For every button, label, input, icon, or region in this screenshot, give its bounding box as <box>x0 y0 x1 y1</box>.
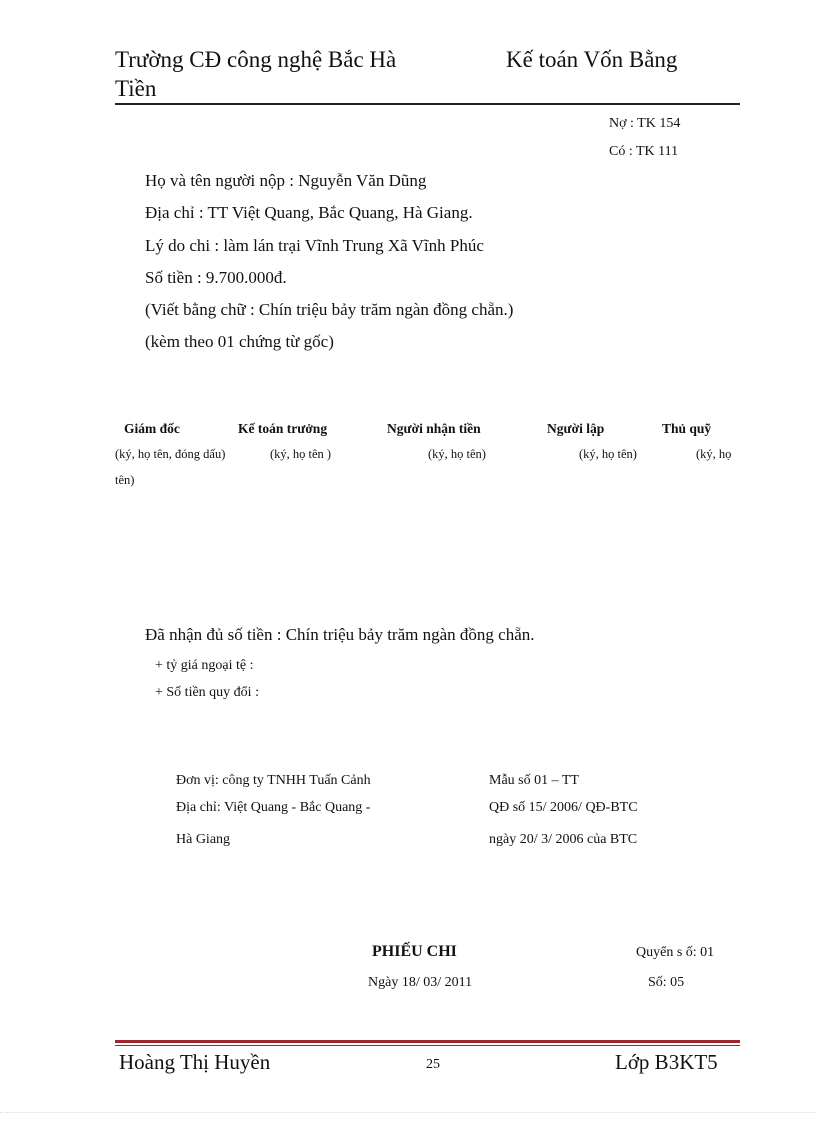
debit-account: Nợ : TK 154 <box>609 116 681 131</box>
exchange-rate-line: + tỷ giá ngoại tệ : <box>155 658 254 673</box>
signature-title-chief-accountant: Kế toán trưởng <box>238 421 328 436</box>
signature-title-director: Giám đốc <box>124 421 180 436</box>
footer-rule-thick <box>115 1040 740 1043</box>
footer-class: Lớp B3KT5 <box>615 1050 718 1074</box>
reason-line: Lý do chi : làm lán trại Vĩnh Trung Xã Vĩnh Phúc <box>145 236 484 255</box>
unit-line: Đơn vị: công ty TNHH Tuấn Cảnh <box>176 773 371 788</box>
attached-documents: (kèm theo 01 chứng từ gốc) <box>145 332 334 351</box>
voucher-number: Số: 05 <box>648 975 685 990</box>
signature-note-preparer: (ký, họ tên) <box>579 447 637 461</box>
header-rule <box>115 103 740 105</box>
voucher-title: PHIẾU CHI <box>372 943 457 960</box>
footer-author: Hoàng Thị Huyền <box>119 1050 271 1074</box>
header-subject: Kế toán Vốn Bằng <box>506 47 678 72</box>
decision-date: ngày 20/ 3/ 2006 của BTC <box>489 832 638 847</box>
decision-number: QĐ số 15/ 2006/ QĐ-BTC <box>489 800 638 815</box>
address-line: Địa chỉ : TT Việt Quang, Bắc Quang, Hà Giang. <box>145 203 473 222</box>
signature-note-chief-accountant: (ký, họ tên ) <box>270 447 332 461</box>
unit-address-line2: Hà Giang <box>176 832 231 847</box>
converted-amount-line: + Số tiền quy đổi : <box>155 685 259 700</box>
page-number: 25 <box>426 1057 440 1072</box>
page-edge <box>0 1112 816 1113</box>
signature-note-director: (ký, họ tên, đóng dấu) <box>115 447 226 461</box>
voucher-date: Ngày 18/ 03/ 2011 <box>368 975 473 990</box>
school-name: Trường CĐ công nghệ Bắc Hà <box>115 47 397 72</box>
voucher-book: Quyển s ố: 01 <box>636 945 715 960</box>
signature-note-receiver: (ký, họ tên) <box>428 447 486 461</box>
signature-title-preparer: Người lập <box>547 421 605 436</box>
school-name-wrap: Tiền <box>115 76 157 101</box>
signature-title-cashier: Thủ quỹ <box>662 421 712 436</box>
received-full-amount: Đã nhận đủ số tiền : Chín triệu bảy trăm ngàn đồng chẵn. <box>145 625 535 644</box>
amount-line: Số tiền : 9.700.000đ. <box>145 268 287 287</box>
credit-account: Có : TK 111 <box>609 144 679 159</box>
signature-note-wrap: tên) <box>115 473 135 487</box>
footer-rule-thin <box>115 1045 740 1046</box>
unit-address-line1: Địa chỉ: Việt Quang - Bắc Quang - <box>176 800 371 815</box>
form-number: Mẫu số 01 – TT <box>489 773 579 788</box>
signature-title-receiver: Người nhận tiền <box>387 421 481 436</box>
payer-line: Họ và tên người nộp : Nguyễn Văn Dũng <box>145 171 427 190</box>
signature-note-cashier: (ký, họ <box>696 447 732 461</box>
amount-in-words: (Viết bằng chữ : Chín triệu bảy trăm ngàn đồng chẵn.) <box>145 300 514 319</box>
